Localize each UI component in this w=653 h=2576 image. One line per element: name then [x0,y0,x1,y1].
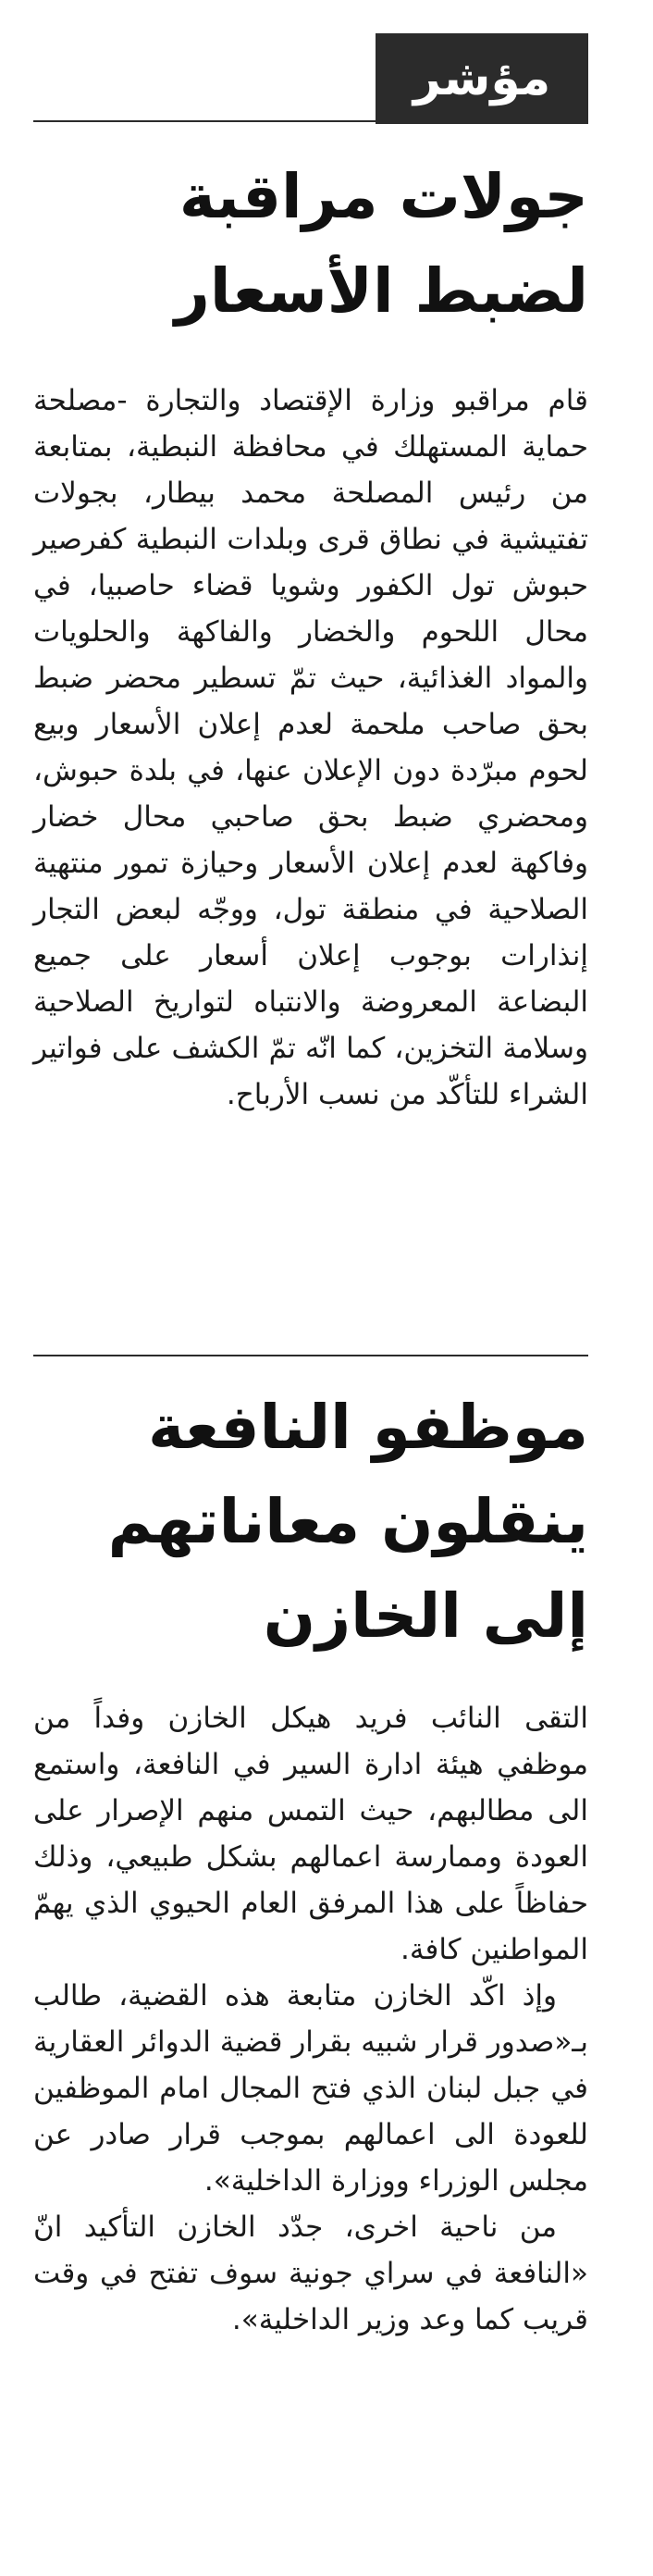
article-divider [33,1355,588,1356]
top-rule [33,120,588,122]
section-tag-label: مؤشر [413,51,551,106]
article-1-headline: جولات مراقبة لضبط الأسعار [174,161,588,327]
article-2-paragraph-3: من ناحية اخرى، جدّد الخازن التأكيد انّ «النافعة في سراي جونية سوف تفتح في وقت قريب كما وعد وزير الداخلية». [33,2211,588,2336]
article-1-body: قام مراقبو وزارة الإقتصاد والتجارة -مصلحة حماية المستهلك في محافظة النبطية، بمتابعة من رئيس المصلحة محمد بيطار، بجولات تفتيشية في نطاق قرى وبلدات النبطية كفرصير حبوش تول الكفور وشويا قضاء حاصبيا، في محال اللحوم والخضار والفاكهة والحلويات والمواد الغذائية، حيث تمّ تسطير محضر ضبط بحق صاحب ملحمة لعدم إعلان الأسعار وبيع لحوم مبرّدة دون الإعلان عنها، في بلدة حبوش، ومحضري ضبط بحق صاحبي محال خضار وفاكهة لعدم إعلان الأسعار وحيازة تمور منتهية الصلاحية في منطقة تول، ووجّه لبعض التجار إنذارات بوجوب إعلان أسعار على جميع البضاعة المعروضة والانتباه لتواريخ الصلاحية وسلامة التخزين، كما انّه تمّ الكشف على فواتير الشراء للتأكّد من نسب الأرباح. [33,384,588,1111]
article-2-headline: موظفو النافعة ينقلون معاناتهم إلى الخازن [107,1392,588,1652]
article-2-body [33,1695,588,2343]
article-2-paragraph-2: وإذ اكّد الخازن متابعة هذه القضية، طالب بـ«صدور قرار شبيه بقرار قضية الدوائر العقارية في جبل لبنان الذي فتح المجال امام الموظفين للعودة الى اعمالهم بموجب قرار صادر عن مجلس الوزراء ووزارة الداخلية». [33,1979,588,2198]
news-page [33,0,588,2576]
section-tag [376,33,588,124]
article-2-paragraph-1: التقى النائب فريد هيكل الخازن وفداً من موظفي هيئة ادارة السير في النافعة، واستمع الى مطالبهم، حيث التمس منهم الإصرار على العودة وممارسة اعمالهم بشكل طبيعي، وذلك حفاظاً على هذا المرفق العام الحيوي الذي يهمّ المواطنين كافة. [33,1702,588,1966]
